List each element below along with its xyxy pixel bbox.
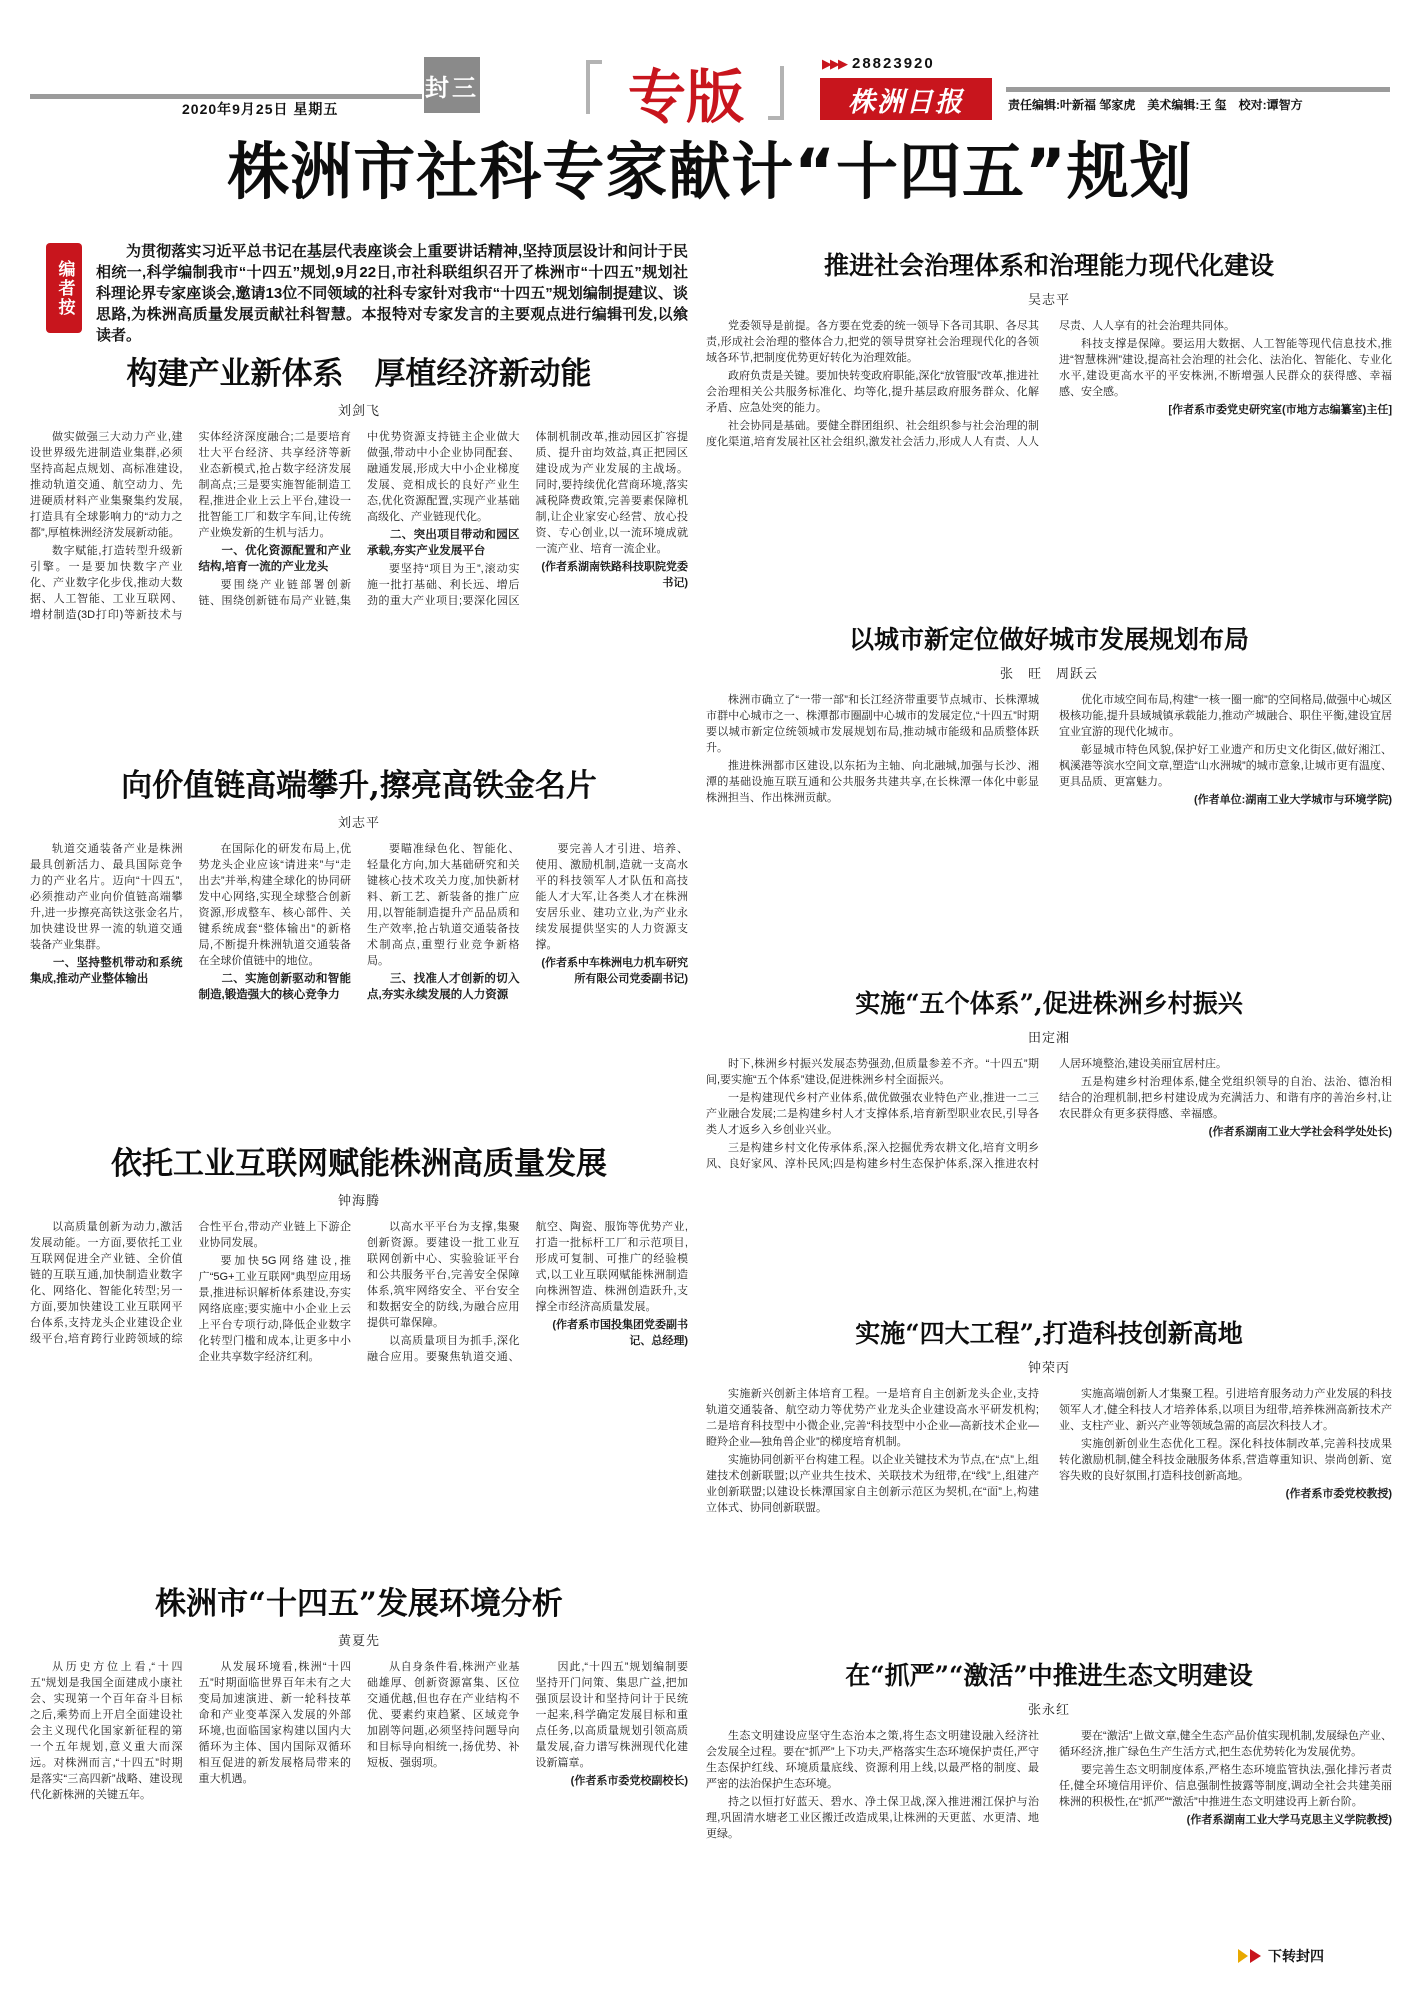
author-attribution: (作者单位:湖南工业大学城市与环境学院) — [1194, 794, 1392, 806]
editors-credit: 责任编辑:叶新福 邹家虎 美术编辑:王 玺 校对:谭智方 — [1008, 98, 1303, 112]
paragraph: 科技支撑是保障。要运用大数据、人工智能等现代信息技术,推进“智慧株洲”建设,提高社会治理的社会化、法治化、智能化、专业化水平,建设更高水平的平安株洲,不断增强人民群众的获得感、幸福感、安全感。 — [1059, 338, 1392, 398]
paragraph: 政府负责是关键。要加快转变政府职能,深化“放管服”改革,推进社会治理相关公共服务标准化、均等化,提升基层政府服务群众、化解矛盾、应急处突的能力。 — [706, 370, 1039, 414]
banner-headline: 株洲市社科专家献计“十四五”规划 — [227, 135, 1193, 208]
paragraph: 彰显城市特色风貌,保护好工业遗产和历史文化街区,做好湘江、枫溪港等滨水空间文章,塑造“山水洲城”的城市意象,让城市更有温度、更具品质、更富魅力。 — [1059, 744, 1392, 788]
paragraph: 实施新兴创新主体培育工程。一是培育自主创新龙头企业,支持轨道交通装备、航空动力等优势产业龙头企业建设高水平研发机构;二是培育科技型中小微企业,完善“科技型中小企业—高新技术企业—瞪羚企业—独角兽企业”的梯度培育机制。 — [706, 1388, 1039, 1448]
author-attribution: (作者系市国投集团党委副书记、总经理) — [552, 1319, 688, 1347]
paragraph: 株洲市确立了“一带一部”和长江经济带重要节点城市、长株潭城市群中心城市之一、株潭都市圈副中心城市的发展定位,“十四五”时期要以城市新定位统领城市发展规划布局,推动城市能级和品质整体跃升。 — [706, 694, 1039, 754]
paragraph: 时下,株洲乡村振兴发展态势强劲,但质量参差不齐。“十四五”期间,要实施“五个体系”建设,促进株洲乡村全面振兴。 — [706, 1058, 1039, 1086]
article-industry-system — [30, 348, 688, 761]
paragraph: 持之以恒打好蓝天、碧水、净土保卫战,深入推进湘江保护与治理,巩固清水塘老工业区搬迁改造成果,让株洲的天更蓝、水更清、地更绿。 — [706, 1796, 1039, 1840]
header-rule-right — [1006, 87, 1390, 92]
subhead: 一、坚持整机带动和系统集成,推动产业整体输出 — [30, 957, 183, 985]
paragraph: 推进株洲都市区建设,以东拓为主轴、向北融城,加强与长沙、湘潭的基础设施互联互通和公共服务共建共享,在长株潭一体化中彰显株洲担当、作出株洲贡献。 — [706, 760, 1039, 804]
article-title: 以城市新定位做好城市发展规划布局 — [848, 625, 1249, 654]
continuation-notice — [1238, 1946, 1324, 1966]
paragraph: 实施高端创新人才集聚工程。引进培育服务动力产业发展的科技领军人才,健全科技人才培养体系,以项目为纽带,培养株洲高新技术产业、支柱产业、新兴产业等领域急需的高层次科技人才。 — [1059, 1388, 1392, 1432]
editor-note-tab: 编者按 — [46, 243, 82, 333]
paragraph: 要在“激活”上做文章,健全生态产品价值实现机制,发展绿色产业、循环经济,推广绿色生产生活方式,把生态优势转化为发展优势。 — [1059, 1730, 1392, 1758]
article-body — [706, 1386, 1392, 1642]
article-title: 推进社会治理体系和治理能力现代化建设 — [823, 251, 1274, 280]
article-byline: 吴志平 — [1027, 292, 1070, 307]
article-byline: 张 旺 周跃云 — [999, 666, 1098, 681]
page-number-label: 封三 — [424, 57, 480, 113]
paragraph: 要瞄准绿色化、智能化、轻量化方向,加大基础研究和关键核心技术攻关力度,加快新材料、新工艺、新装备的推广应用,以智能制造提升产品品质和生产效率,抢占轨道交通装备技术制高点,重塑行业竞争新格局。 — [367, 843, 520, 967]
paragraph: 要完善生态文明制度体系,严格生态环境监管执法,强化排污者责任,健全环境信用评价、信息强制性披露等制度,调动全社会共建美丽株洲的积极性,在“抓严”“激活”中推进生态文明建设再上新台阶。 — [1059, 1764, 1392, 1808]
hotline — [822, 55, 935, 72]
chevron-yellow-icon — [1238, 1949, 1248, 1963]
paragraph: 做实做强三大动力产业,建设世界级先进制造业集群,必须坚持高起点规划、高标准建设,推动轨道交通、航空动力、先进硬质材料产业集聚集约发展,打造具有全球影响力的“动力之都”,厚植株洲经济发展新动能。 — [30, 431, 183, 539]
article-body — [706, 1056, 1392, 1298]
chevron-red-icon — [1250, 1949, 1261, 1963]
hotline-number: 28823920 — [852, 55, 935, 72]
paragraph: 以高质量项目为抓手,深化融合应用。要聚焦轨道交通、航空、陶瓷、服饰等优势产业,打造一批标杆工厂和示范项目,形成可复制、可推广的经验模式,以工业互联网赋能株洲制造向株洲智造、株洲创造跃升,支撑全市经济高质量发展。 — [367, 1221, 688, 1363]
article-industrial-internet — [30, 1138, 688, 1549]
paragraph: 以高水平平台为支撑,集聚创新资源。要建设一批工业互联网创新中心、实验验证平台和公共服务平台,完善安全保障体系,筑牢网络安全、平台安全和数据安全的防线,为融合应用提供可靠保障。 — [367, 1221, 520, 1329]
article-byline: 钟海腾 — [337, 1193, 380, 1208]
article-title: 在“抓严”“激活”中推进生态文明建设 — [845, 1661, 1253, 1690]
paragraph: 在国际化的研发布局上,优势龙头企业应该“请进来”与“走出去”并举,构建全球化的协同研发中心网络,实现全球整合创新资源,形成整车、核心部件、关键系统成套“整体输出”的新格局,不断提升株洲轨道交通装备在全球价值链中的地位。 — [198, 843, 351, 967]
paragraph: 因此,“十四五”规划编制要坚持开门问策、集思广益,把加强顶层设计和坚持问计于民统一起来,科学确定发展目标和重点任务,以高质量规划引领高质量发展,奋力谱写株洲现代化建设新篇章。 — [535, 1661, 688, 1769]
author-attribution: [作者系市委党史研究室(市地方志编纂室)主任] — [1168, 404, 1392, 416]
subhead: 二、实施创新驱动和智能制造,锻造强大的核心竞争力 — [198, 973, 351, 1001]
article-title: 株洲市“十四五”发展环境分析 — [155, 1586, 563, 1622]
article-byline: 钟荣丙 — [1027, 1360, 1070, 1375]
paragraph: 社会协同是基础。要健全群团组织、社会组织参与社会治理的制度化渠道,培育发展社区社会组织,激发社会活力,形成人人有责、人人尽责、人人享有的社会治理共同体。 — [706, 320, 1235, 448]
author-attribution: (作者系市委党校教授) — [1285, 1488, 1392, 1500]
article-title: 依托工业互联网赋能株洲高质量发展 — [111, 1146, 607, 1182]
author-attribution: (作者系湖南铁路科技职院党委书记) — [541, 561, 688, 589]
article-title: 实施“五个体系”,促进株洲乡村振兴 — [855, 989, 1243, 1018]
article-body — [30, 1219, 688, 1549]
editor-note-text: 为贯彻落实习近平总书记在基层代表座谈会上重要讲话精神,坚持顶层设计和问计于民相统一,科学编制我市“十四五”规划,9月22日,市社科联组织召开了株洲市“十四五”规划社科理论界专家座谈会,邀请13位不同领域的社科专家针对我市“十四五”规划编制提建议、谈思路,为株洲高质量发展贡献社科智慧。本报特对专家发言的主要观点进行编辑刊发,以飨读者。 — [96, 243, 688, 344]
paragraph: 以高质量创新为动力,激活发展动能。一方面,要依托工业互联网促进全产业链、全价值链的互联互通,加快制造业数字化、网络化、智能化转型;另一方面,要加快建设工业互联网平台体系,支持龙头企业建设企业级平台,培育跨行业跨领域的综合性平台,带动产业链上下游企业协同发展。 — [30, 1221, 351, 1345]
editor-note — [46, 241, 688, 346]
article-body — [30, 429, 688, 761]
article-value-chain — [30, 760, 688, 1123]
paragraph: 从发展环境看,株洲“十四五”时期面临世界百年未有之大变局加速演进、新一轮科技革命和产业变革深入发展的外部环境,也面临国家构建以国内大循环为主体、国内国际双循环相互促进的新发展格局带来的重大机遇。 — [198, 1661, 351, 1785]
triple-arrow-icon: ▶▶▶ — [822, 56, 846, 71]
article-body — [706, 318, 1392, 606]
bracket-left-decoration — [586, 60, 602, 114]
article-byline: 张永红 — [1027, 1702, 1070, 1717]
author-attribution: (作者系湖南工业大学社会科学处处长) — [1208, 1126, 1392, 1138]
paragraph: 实施创新创业生态优化工程。深化科技体制改革,完善科技成果转化激励机制,健全科技金融服务体系,营造尊重知识、崇尚创新、宽容失败的良好氛围,打造科技创新高地。 — [1059, 1438, 1392, 1482]
article-byline: 田定湘 — [1027, 1030, 1070, 1045]
article-tech-innovation — [706, 1314, 1392, 1642]
paragraph: 生态文明建设应坚守生态治本之策,将生态文明建设融入经济社会发展全过程。要在“抓严”上下功夫,严格落实生态环境保护责任,严守生态保护红线、环境质量底线、资源利用上线,以最严格的制度、最严密的法治保护生态环境。 — [706, 1730, 1039, 1790]
section-label: 专版 — [627, 63, 744, 131]
paragraph: 从自身条件看,株洲产业基础雄厚、创新资源富集、区位交通优越,但也存在产业结构不优、要素约束趋紧、区域竞争加剧等问题,必须坚持问题导向和目标导向相统一,扬优势、补短板、强弱项。 — [367, 1661, 520, 1769]
author-attribution: (作者系湖南工业大学马克思主义学院教授) — [1186, 1814, 1392, 1826]
article-title: 构建产业新体系 厚植经济新动能 — [126, 356, 592, 392]
article-body — [30, 1659, 688, 1989]
publication-date: 2020年9月25日 星期五 — [182, 101, 339, 117]
paragraph: 五是构建乡村治理体系,健全党组织领导的自治、法治、德治相结合的治理机制,把乡村建设成为充满活力、和谐有序的善治乡村,让农民群众有更多获得感、幸福感。 — [1059, 1076, 1392, 1120]
paragraph: 党委领导是前提。各方要在党委的统一领导下各司其职、各尽其责,形成社会治理的整体合力,把党的领导贯穿社会治理现代化的各领域各环节,把制度优势更好转化为治理效能。 — [706, 320, 1039, 364]
paragraph: 要加快5G网络建设,推广“5G+工业互联网”典型应用场景,推进标识解析体系建设,夯实网络底座;要实施中小企业上云上平台专项行动,降低企业数字化转型门槛和成本,让更多中小企业共享数字经济红利。 — [198, 1255, 351, 1363]
paragraph: 优化市域空间布局,构建“一核一圈一廊”的空间格局,做强中心城区极核功能,提升县域城镇承载能力,推动产城融合、职住平衡,建设宜居宜业宜游的现代化城市。 — [1059, 694, 1392, 738]
paragraph: 从历史方位上看,“十四五”规划是我国全面建成小康社会、实现第一个百年奋斗目标之后,乘势而上开启全面建设社会主义现代化国家新征程的第一个五年规划,意义重大而深远。对株洲而言,“十四五”时期是落实“三高四新”战略、建设现代化新株洲的关键五年。 — [30, 1661, 183, 1801]
subhead: 一、优化资源配置和产业结构,培育一流的产业龙头 — [198, 545, 351, 573]
bracket-right-decoration — [768, 66, 784, 120]
article-environment-analysis — [30, 1578, 688, 1989]
subhead: 二、突出项目带动和园区承载,夯实产业发展平台 — [367, 529, 520, 557]
article-title: 实施“四大工程”,打造科技创新高地 — [855, 1319, 1243, 1348]
article-body — [706, 1728, 1392, 1966]
article-byline: 刘志平 — [337, 815, 380, 830]
article-body — [30, 841, 688, 1123]
subhead: 三、找准人才创新的切入点,夯实永续发展的人力资源 — [367, 973, 520, 1001]
paragraph: 要坚持“项目为王”,滚动实施一批打基础、利长远、增后劲的重大产业项目;要深化园区体制机制改革,推动园区扩容提质、提升亩均效益,真正把园区建设成为产业发展的主战场。同时,要持续优化营商环境,落实减税降费政策,完善要素保障机制,让企业家安心经营、放心投资、专心创业,以一流环境成就一流产业、培育一流企业。 — [367, 431, 688, 607]
masthead-logo: 株洲日报 — [820, 78, 992, 120]
article-byline: 刘剑飞 — [337, 403, 380, 418]
paragraph: 实施协同创新平台构建工程。以企业关键技术为节点,在“点”上,组建技术创新联盟;以产业共生技术、关联技术为纽带,在“线”上,组建产业创新联盟;以建设长株潭国家自主创新示范区为契机,在“面”上,构建立体式、协同创新联盟。 — [706, 1454, 1039, 1514]
article-body — [706, 692, 1392, 964]
paragraph: 要围绕产业链部署创新链、围绕创新链布局产业链,集中优势资源支持链主企业做大做强,带动中小企业协同配套、融通发展,形成大中小企业梯度发展、竞相成长的良好产业生态,优化资源配置,实现产业基础高级化、产业链现代化。 — [198, 431, 520, 607]
paragraph: 一是构建现代乡村产业体系,做优做强农业特色产业,推进一二三产业融合发展;二是构建乡村人才支撑体系,培育新型职业农民,引导各类人才返乡入乡创业兴业。 — [706, 1092, 1039, 1136]
continuation-text: 下转封四 — [1268, 1948, 1324, 1964]
article-rural-revitalization — [706, 984, 1392, 1298]
article-eco-civilization — [706, 1656, 1392, 1966]
article-byline: 黄夏先 — [337, 1633, 380, 1648]
paragraph: 轨道交通装备产业是株洲最具创新活力、最具国际竞争力的产业名片。迈向“十四五”,必须推动产业向价值链高端攀升,进一步擦亮高铁这张金名片,加快建设世界一流的轨道交通装备产业集群。 — [30, 843, 183, 951]
author-attribution: (作者系市委党校副校长) — [570, 1775, 688, 1787]
article-title: 向价值链高端攀升,擦亮高铁金名片 — [121, 768, 597, 804]
author-attribution: (作者系中车株洲电力机车研究所有限公司党委副书记) — [541, 957, 688, 985]
article-social-governance — [706, 246, 1392, 606]
paragraph: 数字赋能,打造转型升级新引擎。一是要加快数字产业化、产业数字化步伐,推动大数据、人工智能、工业互联网、增材制造(3D打印)等新技术与实体经济深度融合;二是要培育壮大平台经济、共享经济等新业态新模式,抢占数字经济发展制高点;三是要实施智能制造工程,推进企业上云上平台,建设一批智能工厂和数字车间,让传统产业焕发新的生机与活力。 — [30, 431, 351, 621]
paragraph: 三是构建乡村文化传承体系,深入挖掘优秀农耕文化,培育文明乡风、良好家风、淳朴民风;四是构建乡村生态保护体系,深入推进农村人居环境整治,建设美丽宜居村庄。 — [706, 1058, 1228, 1170]
paragraph: 要完善人才引进、培养、使用、激励机制,造就一支高水平的科技领军人才队伍和高技能人才大军,让各类人才在株洲安居乐业、建功立业,为产业永续发展提供坚实的人力资源支撑。 — [535, 843, 688, 951]
article-city-positioning — [706, 620, 1392, 964]
